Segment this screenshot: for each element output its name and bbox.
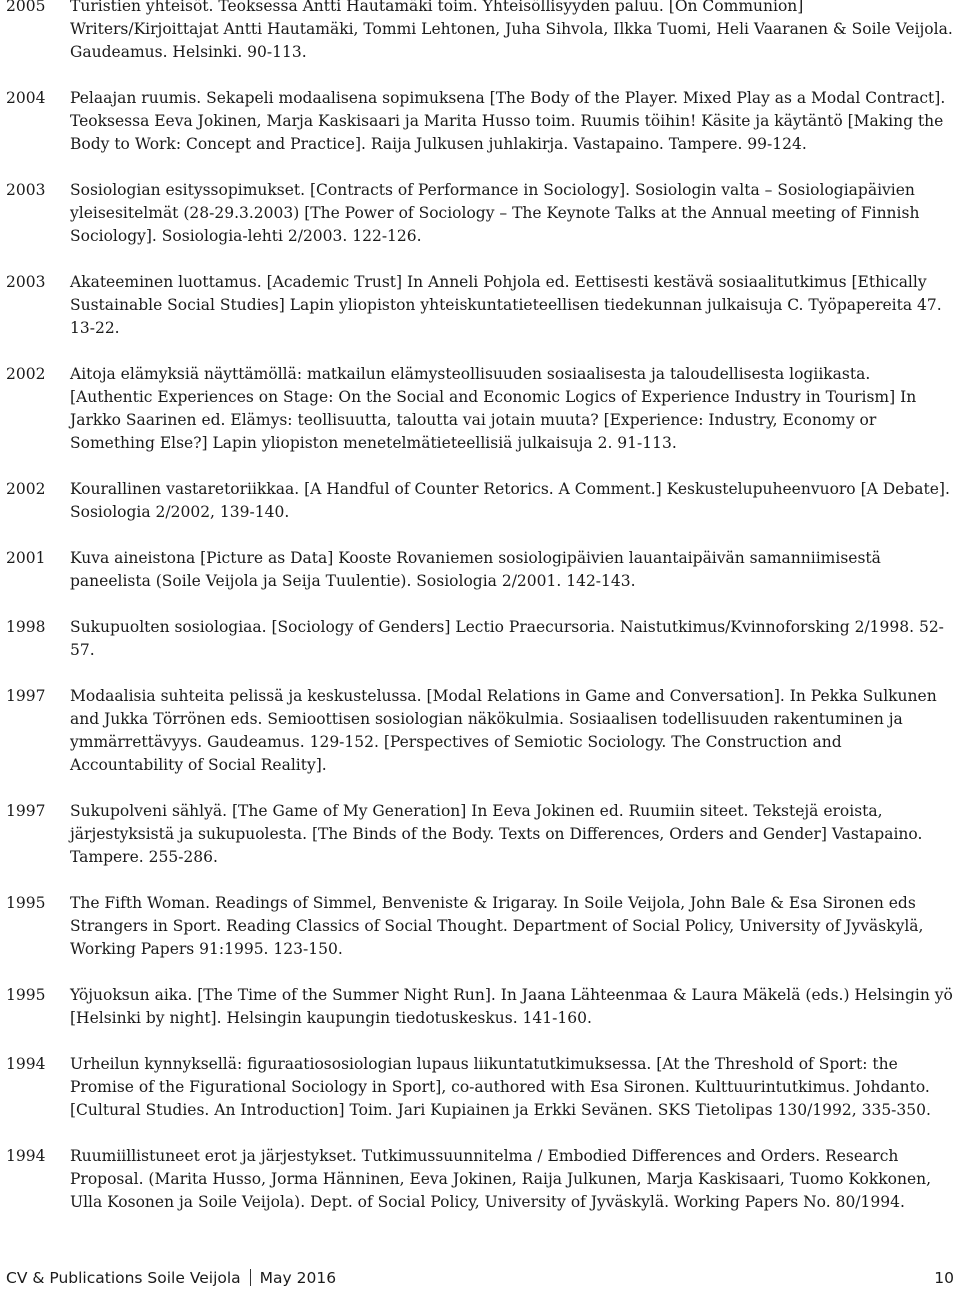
publication-citation: Aitoja elämyksiä näyttämöllä: matkailun elämysteollisuuden sosiaalisesta ja taloudellisesta logiikasta. [Authentic Experiences on Stage: On the Social and Economic Logics of Experience Industry in Tourism] In Jarkko Saarinen ed. Elämys: teollisuutta, taloutta vai jotain muuta? [Experience: Industry, Economy or Something Else?] Lapin yliopiston menetelmätieteellisiä julkaisuja 2. 91-113. (70, 365, 917, 452)
publication-citation: The Fifth Woman. Readings of Simmel, Benveniste & Irigaray. In Soile Veijola, John Bale & Esa Sironen eds Strangers in Sport. Reading Classics of Social Thought. Department of Social Policy, University of Jyväskylä, Working Papers 91:1995. 123-150. (70, 894, 924, 958)
publication-entry (0, 1145, 960, 1214)
footer-date: May 2016 (259, 1269, 337, 1287)
page-footer (6, 1269, 954, 1291)
publication-year: 1997 (6, 687, 46, 705)
publication-entry (0, 892, 960, 961)
publication-year: 2002 (6, 480, 46, 498)
publication-citation: Akateeminen luottamus. [Academic Trust] In Anneli Pohjola ed. Eettisesti kestävä sosiaalitutkimus [Ethically Sustainable Social Studies] Lapin yliopiston yhteiskuntatieteellisen tiedekunnan julkaisuja C. Työpapereita 47. 13-22. (70, 273, 942, 337)
publication-year: 2002 (6, 365, 46, 383)
publication-citation: Kourallinen vastaretoriikkaa. [A Handful of Counter Retorics. A Comment.] Keskustelupuheenvuoro [A Debate]. Sosiologia 2/2002, 139-140. (70, 480, 950, 521)
publication-citation: Kuva aineistona [Picture as Data] Kooste Rovaniemen sosiologipäivien lauantaipäivän samanniimisestä paneelista (Soile Veijola ja Seija Tuulentie). Sosiologia 2/2001. 142-143. (70, 549, 881, 590)
publication-citation: Sukupolveni sählyä. [The Game of My Generation] In Eeva Jokinen ed. Ruumiin siteet. Tekstejä eroista, järjestyksistä ja sukupuolesta. [The Binds of the Body. Texts on Differences, Orders and Gender] Vastapaino. Tampere. 255-286. (70, 802, 923, 866)
publication-year: 1997 (6, 802, 46, 820)
publication-year: 2003 (6, 181, 46, 199)
publication-year: 1994 (6, 1055, 46, 1073)
publication-year: 2004 (6, 89, 46, 107)
footer-title: CV & Publications Soile Veijola (6, 1269, 241, 1287)
publication-entry (0, 547, 960, 593)
footer-left (6, 1269, 336, 1287)
publication-entry (0, 363, 960, 455)
page-number: 10 (934, 1269, 954, 1287)
publication-citation: Modaalisia suhteita pelissä ja keskustelussa. [Modal Relations in Game and Conversation]. In Pekka Sulkunen and Jukka Törrönen eds. Semioottisen sosiologian näkökulmia. Sosiaalisen todellisuuden rakentuminen ja ymmärrettävyys. Gaudeamus. 129-152. [Perspectives of Semiotic Sociology. The Construction and Accountability of Social Reality]. (70, 687, 937, 774)
publication-entry (0, 179, 960, 248)
publication-entry (0, 1053, 960, 1122)
publication-year: 1995 (6, 986, 46, 1004)
publication-citation: Ruumiillistuneet erot ja järjestykset. Tutkimussuunnitelma / Embodied Differences and Orders. Research Proposal. (Marita Husso, Jorma Hänninen, Eeva Jokinen, Raija Julkunen, Marja Kaskisaari, Tuomo Kokkonen, Ulla Kosonen ja Soile Veijola). Dept. of Social Policy, University of Jyväskylä. Working Papers No. 80/1994. (70, 1147, 932, 1211)
footer-separator (250, 1269, 251, 1286)
publication-citation: Yöjuoksun aika. [The Time of the Summer Night Run]. In Jaana Lähteenmaa & Laura Mäkelä (eds.) Helsingin yö [Helsinki by night]. Helsingin kaupungin tiedotuskeskus. 141-160. (70, 986, 953, 1027)
publication-entry (0, 478, 960, 524)
publication-citation: Sukupuolten sosiologiaa. [Sociology of Genders] Lectio Praecursoria. Naistutkimus/Kvinnoforsking 2/1998. 52-57. (70, 618, 944, 659)
publication-entry (0, 685, 960, 777)
publication-citation: Turistien yhteisöt. Teoksessa Antti Hautamäki toim. Yhteisöllisyyden paluu. [On Communion] Writers/Kirjoittajat Antti Hautamäki, Tommi Lehtonen, Juha Sihvola, Ilkka Tuomi, Heli Vaaranen & Soile Veijola. Gaudeamus. Helsinki. 90-113. (70, 0, 953, 61)
publication-year: 2003 (6, 273, 46, 291)
publication-entry (0, 271, 960, 340)
publication-entry (0, 616, 960, 662)
publication-citation: Urheilun kynnyksellä: figuraatiososiologian lupaus liikuntatutkimuksessa. [At the Threshold of Sport: the Promise of the Figurational Sociology in Sport], co-authored with Esa Sironen. Kulttuurintutkimus. Johdanto. [Cultural Studies. An Introduction] Toim. Jari Kupiainen ja Erkki Sevänen. SKS Tietolipas 130/1992, 335-350. (70, 1055, 931, 1119)
publication-citation: Pelaajan ruumis. Sekapeli modaalisena sopimuksena [The Body of the Player. Mixed Play as a Modal Contract]. Teoksessa Eeva Jokinen, Marja Kaskisaari ja Marita Husso toim. Ruumis töihin! Käsite ja käytäntö [Making the Body to Work: Concept and Practice]. Raija Julkusen juhlakirja. Vastapaino. Tampere. 99-124. (70, 89, 946, 153)
publication-entry (0, 0, 960, 64)
publication-entry (0, 87, 960, 156)
publication-year: 1998 (6, 618, 46, 636)
publication-year: 2001 (6, 549, 46, 567)
publication-year: 2005 (6, 0, 46, 15)
publication-year: 1994 (6, 1147, 46, 1165)
publication-entry (0, 800, 960, 869)
publication-year: 1995 (6, 894, 46, 912)
publication-citation: Sosiologian esityssopimukset. [Contracts of Performance in Sociology]. Sosiologin valta – Sosiologiapäivien yleisesitelmät (28-29.3.2003) [The Power of Sociology – The Keynote Talks at the Annual meeting of Finnish Sociology]. Sosiologia-lehti 2/2003. 122-126. (70, 181, 920, 245)
publication-entry (0, 984, 960, 1030)
